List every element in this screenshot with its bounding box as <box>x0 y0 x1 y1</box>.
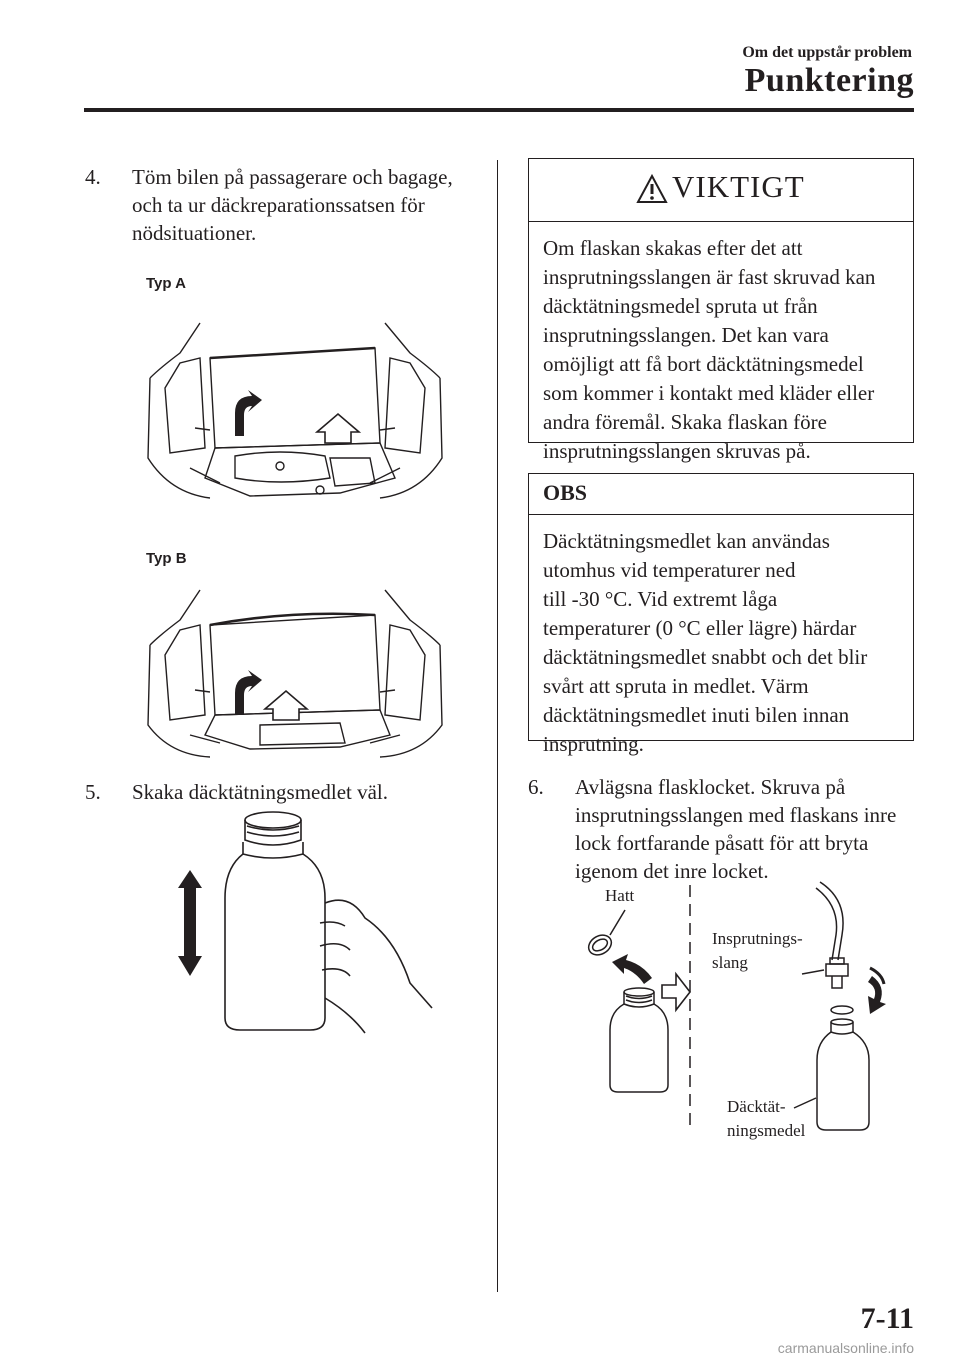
callout-slang-line-2: slang <box>712 953 748 972</box>
obs-line-5: däcktätningsmedlet snabbt och det blir <box>543 645 868 669</box>
step-6-line-4: igenom det inre locket. <box>575 859 769 883</box>
step-4 <box>85 163 485 247</box>
shake-bottle-illustration <box>150 808 450 1058</box>
obs-header <box>529 474 913 515</box>
obs-line-1: Däcktätningsmedlet kan användas <box>543 529 830 553</box>
step-5 <box>85 778 485 806</box>
step-5-line-1: Skaka däcktätningsmedlet väl. <box>132 780 389 804</box>
figure-type-a-label: Typ A <box>146 275 186 292</box>
step-6-line-1: Avlägsna flasklocket. Skruva på <box>575 775 846 799</box>
viktigt-title: VIKTIGT <box>672 169 805 204</box>
callout-slang-line-1: Insprutnings- <box>712 929 803 948</box>
obs-line-2: utomhus vid temperaturer ned <box>543 558 796 582</box>
viktigt-line-6: som kommer i kontakt med kläder eller <box>543 381 875 405</box>
obs-box <box>528 473 914 756</box>
callout-medel-line-2: ningsmedel <box>727 1121 806 1140</box>
chapter-title: Punktering <box>744 62 914 99</box>
step-5-number: 5. <box>85 780 101 804</box>
obs-body <box>529 515 913 769</box>
section-title: Om det uppstår problem <box>742 44 912 61</box>
step-6-line-2: insprutningsslangen med flaskans inre <box>575 803 897 827</box>
column-divider <box>497 160 498 1292</box>
viktigt-body <box>529 222 913 476</box>
callout-medel-line-1: Däcktät- <box>727 1097 786 1116</box>
step-4-line-3: nödsituationer. <box>132 221 257 245</box>
viktigt-box <box>528 158 914 463</box>
obs-line-7: däcktätningsmedlet inuti bilen innan <box>543 703 850 727</box>
header-rule <box>84 108 914 112</box>
warning-icon <box>636 174 668 204</box>
figure-type-b-label: Typ B <box>146 550 187 567</box>
obs-line-3: till -30 °C. Vid extremt låga <box>543 587 778 611</box>
obs-line-6: svårt att spruta in medlet. Värm <box>543 674 809 698</box>
page-number: 7-11 <box>860 1302 914 1335</box>
viktigt-line-8: insprutningsslangen skruvas på. <box>543 439 811 463</box>
step-6-number: 6. <box>528 775 544 799</box>
callout-hatt: Hatt <box>605 886 635 905</box>
viktigt-line-3: däcktätningsmedel spruta ut från <box>543 294 818 318</box>
viktigt-line-5: omöjligt att få bort däcktätningsmedel <box>543 352 864 376</box>
step-4-number: 4. <box>85 165 101 189</box>
obs-title: OBS <box>543 480 588 505</box>
watermark: carmanualsonline.info <box>777 1340 914 1356</box>
obs-line-4: temperaturer (0 °C eller lägre) härdar <box>543 616 857 640</box>
step-6-line-3: lock fortfarande påsatt för att bryta <box>575 831 869 855</box>
trunk-type-a-illustration <box>140 318 450 510</box>
step-4-line-2: och ta ur däckreparationssatsen för <box>132 193 425 217</box>
step-4-line-1: Töm bilen på passagerare och bagage, <box>132 165 453 189</box>
viktigt-header <box>529 159 913 222</box>
trunk-type-b-illustration <box>140 585 450 760</box>
viktigt-line-4: insprutningsslangen. Det kan vara <box>543 323 829 347</box>
viktigt-line-2: insprutningsslangen är fast skruvad kan <box>543 265 876 289</box>
viktigt-line-7: andra föremål. Skaka flaskan före <box>543 410 827 434</box>
obs-line-8: insprutning. <box>543 732 644 756</box>
step-6 <box>528 773 928 885</box>
viktigt-line-1: Om flaskan skakas efter det att <box>543 236 803 260</box>
